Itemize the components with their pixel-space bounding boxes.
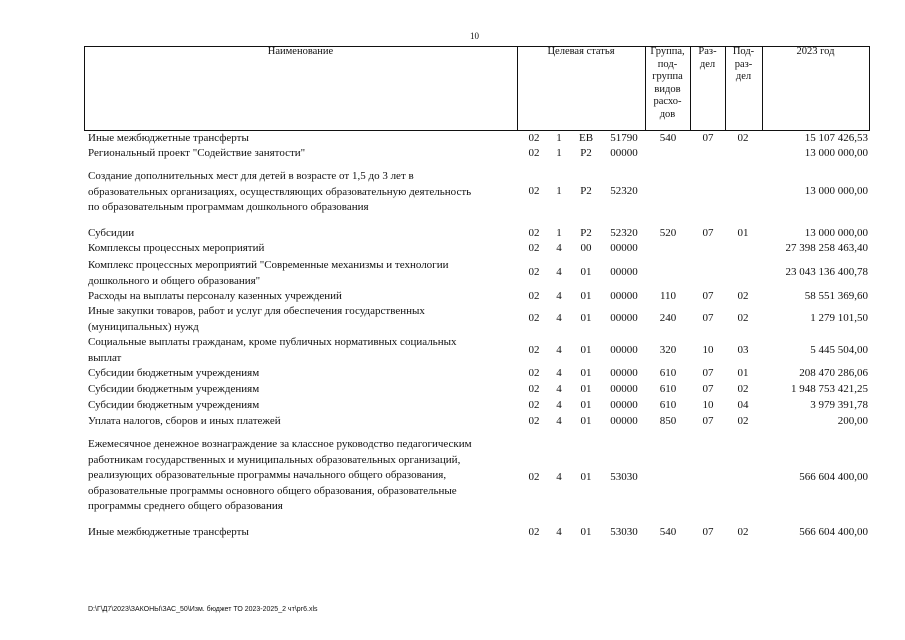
row-name-line: программы среднего общего образования bbox=[88, 500, 283, 512]
target-code-program: 02 bbox=[528, 290, 540, 302]
target-code-subprogram: 4 bbox=[556, 415, 562, 427]
row-name-line: Субсидии бюджетным учреждениям bbox=[88, 399, 260, 411]
amount-cell: 208 470 286,06 bbox=[799, 367, 868, 379]
amount-cell: 58 551 369,60 bbox=[804, 290, 868, 302]
target-code-program: 02 bbox=[528, 383, 540, 395]
target-code-program: 02 bbox=[528, 367, 540, 379]
target-code-subprogram: 4 bbox=[556, 344, 562, 356]
header-line: группа bbox=[652, 71, 683, 82]
row-name-line: дошкольного и общего образования" bbox=[88, 274, 261, 287]
amount-cell: 566 604 400,00 bbox=[799, 526, 868, 538]
target-code-item: 01 bbox=[580, 526, 592, 538]
target-code-direction: 00000 bbox=[610, 415, 638, 427]
amount-cell: 3 979 391,78 bbox=[810, 399, 868, 411]
target-code-subprogram: 4 bbox=[556, 312, 562, 324]
target-code-subprogram: 4 bbox=[556, 383, 562, 395]
target-code-program: 02 bbox=[528, 399, 540, 411]
row-name-line: Создание дополнительных мест для детей в возрасте от 1,5 до 3 лет в bbox=[88, 170, 414, 182]
subsection-cell: 01 bbox=[737, 367, 749, 379]
target-code-subprogram: 4 bbox=[556, 399, 562, 411]
expense-group-cell: 520 bbox=[659, 227, 677, 239]
section-cell: 07 bbox=[702, 367, 714, 379]
amount-cell: 5 445 504,00 bbox=[810, 344, 868, 356]
amount-cell: 566 604 400,00 bbox=[799, 471, 868, 483]
target-code-program: 02 bbox=[528, 227, 540, 239]
target-code-direction: 52320 bbox=[610, 227, 638, 239]
amount-cell: 13 000 000,00 bbox=[804, 185, 868, 197]
row-name-line: по образовательным программам дошкольного образования bbox=[88, 201, 369, 213]
row-name-line: Субсидии бюджетным учреждениям bbox=[88, 383, 260, 395]
row-name-line: образовательные программы основного общего образования, образовательные bbox=[88, 484, 457, 497]
expense-group-cell: 240 bbox=[659, 312, 677, 324]
target-code-subprogram: 1 bbox=[556, 147, 562, 159]
expense-group-cell: 540 bbox=[659, 132, 677, 144]
target-code-direction: 00000 bbox=[610, 344, 638, 356]
target-code-subprogram: 4 bbox=[556, 471, 562, 483]
subsection-cell: 04 bbox=[737, 399, 749, 411]
row-name-line: Уплата налогов, сборов и иных платежей bbox=[88, 415, 281, 427]
section-cell: 07 bbox=[702, 132, 714, 144]
target-code-subprogram: 4 bbox=[556, 266, 562, 278]
row-name-line: Социальные выплаты гражданам, кроме публичных нормативных социальных bbox=[88, 336, 457, 348]
target-code-program: 02 bbox=[528, 526, 540, 538]
header-year: 2023 год bbox=[796, 46, 835, 57]
subsection-cell: 02 bbox=[737, 132, 749, 144]
target-code-direction: 00000 bbox=[610, 147, 638, 159]
target-code-item: 01 bbox=[580, 471, 592, 483]
header-line: Под- bbox=[732, 46, 755, 57]
section-cell: 07 bbox=[702, 526, 714, 538]
subsection-cell: 02 bbox=[737, 312, 749, 324]
section-cell: 07 bbox=[702, 415, 714, 427]
section-cell: 10 bbox=[702, 399, 714, 411]
target-code-direction: 00000 bbox=[610, 266, 638, 278]
target-code-program: 02 bbox=[528, 344, 540, 356]
target-code-subprogram: 1 bbox=[556, 132, 562, 144]
header-line: Группа, bbox=[650, 46, 685, 57]
target-code-direction: 52320 bbox=[610, 185, 638, 197]
section-cell: 07 bbox=[702, 383, 714, 395]
row-name-line: реализующих образовательные программы начального общего образования, bbox=[88, 469, 447, 481]
target-code-item: ЕВ bbox=[578, 132, 594, 144]
expense-group-cell: 850 bbox=[659, 415, 677, 427]
target-code-program: 02 bbox=[528, 242, 540, 254]
row-name-line: Ежемесячное денежное вознаграждение за классное руководство педагогическим bbox=[88, 438, 472, 450]
target-code-program: 02 bbox=[528, 415, 540, 427]
row-name-line: образовательных организациях, осуществляющих образовательную деятельность bbox=[88, 185, 472, 198]
row-name-line: Региональный проект "Содействие занятости" bbox=[88, 147, 306, 159]
target-code-item: Р2 bbox=[580, 185, 592, 197]
header-line: под- bbox=[657, 58, 678, 70]
header-line: дел bbox=[735, 71, 752, 82]
target-code-item: Р2 bbox=[580, 227, 592, 239]
page-number: 10 bbox=[470, 31, 479, 41]
section-cell: 07 bbox=[702, 312, 714, 324]
row-name-line: Комплекс процессных мероприятий "Современные механизмы и технологии bbox=[88, 259, 449, 271]
target-code-direction: 00000 bbox=[610, 290, 638, 302]
header-line: Раз- bbox=[698, 46, 717, 57]
target-code-item: 01 bbox=[580, 399, 592, 411]
amount-cell: 27 398 258 463,40 bbox=[785, 242, 868, 254]
target-code-subprogram: 1 bbox=[556, 227, 562, 239]
target-code-direction: 00000 bbox=[610, 242, 638, 254]
row-name-line: Субсидии бюджетным учреждениям bbox=[88, 367, 260, 379]
target-code-program: 02 bbox=[528, 147, 540, 159]
expense-group-cell: 610 bbox=[659, 383, 677, 395]
amount-cell: 13 000 000,00 bbox=[804, 227, 868, 239]
target-code-subprogram: 4 bbox=[556, 526, 562, 538]
target-code-subprogram: 1 bbox=[556, 185, 562, 197]
section-cell: 07 bbox=[702, 290, 714, 302]
target-code-item: 01 bbox=[580, 344, 592, 356]
amount-cell: 1 279 101,50 bbox=[810, 312, 868, 324]
target-code-subprogram: 4 bbox=[556, 242, 562, 254]
subsection-cell: 02 bbox=[737, 415, 749, 427]
subsection-cell: 02 bbox=[737, 290, 749, 302]
header-line: дов bbox=[659, 108, 676, 120]
expense-group-cell: 320 bbox=[659, 344, 677, 356]
target-code-direction: 00000 bbox=[610, 312, 638, 324]
row-name-line: работникам государственных и муниципальных образовательных организаций, bbox=[88, 453, 461, 466]
target-code-program: 02 bbox=[528, 185, 540, 197]
expense-group-cell: 610 bbox=[659, 367, 677, 379]
target-code-item: 01 bbox=[580, 312, 592, 324]
target-code-direction: 53030 bbox=[610, 526, 638, 538]
target-code-item: Р2 bbox=[580, 147, 592, 159]
expense-group-cell: 610 bbox=[659, 399, 677, 411]
header-line: раз- bbox=[734, 58, 753, 70]
target-code-item: 01 bbox=[580, 367, 592, 379]
file-path-footer: D:\Г\Д7\2023\ЗАКОНЫ\ЗАС_50\Изм. бюджет ТО 2023-2025_2 чт\рг6.xls bbox=[88, 606, 318, 613]
target-code-direction: 00000 bbox=[610, 367, 638, 379]
target-code-program: 02 bbox=[528, 266, 540, 278]
header-line: видов bbox=[654, 83, 681, 95]
header-line: дел bbox=[699, 58, 716, 70]
subsection-cell: 02 bbox=[737, 526, 749, 538]
row-name-line: Иные межбюджетные трансферты bbox=[88, 526, 249, 538]
target-code-subprogram: 4 bbox=[556, 290, 562, 302]
target-code-direction: 00000 bbox=[610, 399, 638, 411]
row-name-line: выплат bbox=[88, 351, 122, 364]
amount-cell: 15 107 426,53 bbox=[804, 132, 868, 144]
target-code-item: 01 bbox=[580, 290, 592, 302]
amount-cell: 13 000 000,00 bbox=[804, 147, 868, 159]
header-name: Наименование bbox=[267, 46, 334, 57]
row-name-line: Иные межбюджетные трансферты bbox=[88, 132, 249, 144]
header-target-article: Целевая статья bbox=[547, 46, 615, 57]
subsection-cell: 01 bbox=[737, 227, 749, 239]
expense-group-cell: 540 bbox=[659, 526, 677, 538]
target-code-direction: 00000 bbox=[610, 383, 638, 395]
section-cell: 10 bbox=[702, 344, 714, 356]
amount-cell: 200,00 bbox=[837, 415, 868, 427]
target-code-program: 02 bbox=[528, 471, 540, 483]
target-code-item: 01 bbox=[580, 266, 592, 278]
section-cell: 07 bbox=[702, 227, 714, 239]
target-code-program: 02 bbox=[528, 132, 540, 144]
target-code-subprogram: 4 bbox=[556, 367, 562, 379]
row-name-line: Иные закупки товаров, работ и услуг для обеспечения государственных bbox=[88, 305, 425, 317]
expense-group-cell: 110 bbox=[659, 290, 677, 302]
subsection-cell: 02 bbox=[737, 383, 749, 395]
amount-cell: 23 043 136 400,78 bbox=[785, 266, 868, 278]
row-name-line: Комплексы процессных мероприятий bbox=[88, 242, 265, 254]
amount-cell: 1 948 753 421,25 bbox=[791, 383, 868, 395]
row-name-line: Расходы на выплаты персоналу казенных учреждений bbox=[88, 290, 342, 302]
target-code-direction: 53030 bbox=[610, 471, 638, 483]
header-line: расхо- bbox=[653, 96, 682, 107]
target-code-program: 02 bbox=[528, 312, 540, 324]
target-code-item: 01 bbox=[580, 383, 592, 395]
row-name-line: (муниципальных) нужд bbox=[88, 320, 199, 333]
target-code-item: 00 bbox=[580, 242, 592, 254]
subsection-cell: 03 bbox=[737, 344, 749, 356]
target-code-direction: 51790 bbox=[610, 132, 638, 144]
target-code-item: 01 bbox=[580, 415, 592, 427]
row-name-line: Субсидии bbox=[88, 227, 135, 239]
